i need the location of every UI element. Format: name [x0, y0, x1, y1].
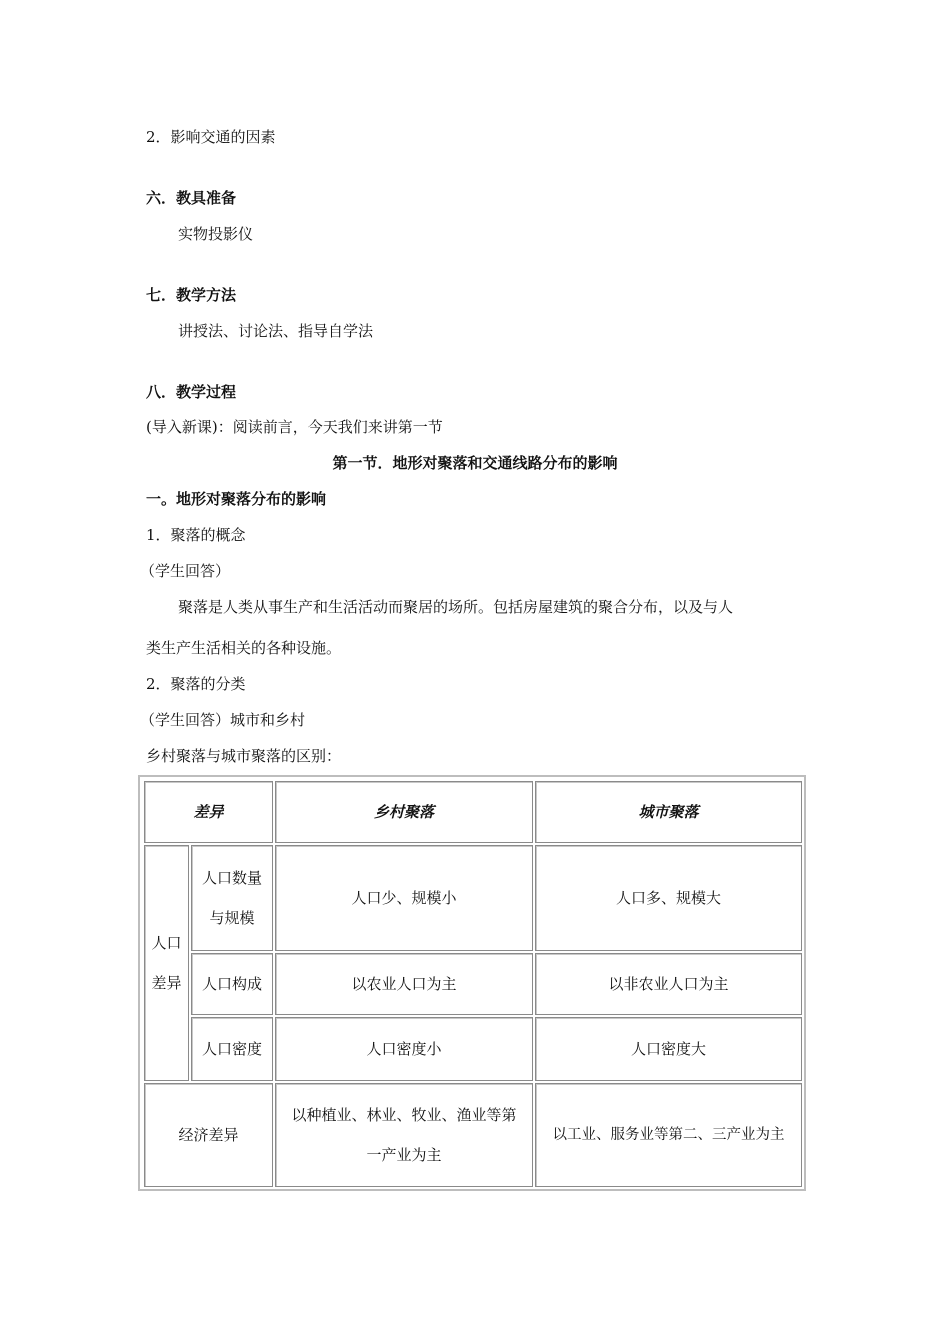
cell-line: 以种植业、林业、牧业、渔业等第	[291, 1106, 517, 1124]
group-label-population	[144, 845, 189, 1081]
table-row-label: 人口构成	[191, 953, 273, 1015]
section-title: 第一节．地形对聚落和交通线路分布的影响	[332, 454, 618, 472]
comparison-table	[138, 775, 806, 1191]
paragraph: 乡村聚落与城市聚落的区别：	[146, 747, 342, 765]
group-label-line: 人口	[151, 934, 182, 952]
cell-line: 一产业为主	[366, 1146, 442, 1164]
table-row-label: 经济差异	[144, 1083, 273, 1187]
list-item: 1．聚落的概念	[146, 526, 246, 544]
row-label-line: 人口数量	[201, 869, 262, 887]
paragraph: 讲授法、讨论法、指导自学法	[178, 322, 374, 340]
paragraph: （学生回答）城市和乡村	[140, 711, 306, 729]
table-header-cell: 乡村聚落	[275, 781, 533, 843]
table-header-cell: 差异	[144, 781, 273, 843]
paragraph: 聚落是人类从事生产和生活活动而聚居的场所。包括房屋建筑的聚合分布，以及与人	[178, 598, 734, 616]
group-label-line: 差异	[151, 974, 182, 992]
table-cell-urban: 以工业、服务业等第二、三产业为主	[535, 1083, 802, 1187]
subheading: 一。地形对聚落分布的影响	[146, 490, 327, 508]
paragraph: 类生产生活相关的各种设施。	[146, 639, 342, 657]
table-row-label: 人口密度	[191, 1017, 273, 1081]
list-item: 2．聚落的分类	[146, 675, 246, 693]
row-label-line: 与规模	[209, 909, 255, 927]
table-row-label	[191, 845, 273, 951]
table-cell-urban: 人口多、规模大	[535, 845, 802, 951]
table-cell-rural: 以农业人口为主	[275, 953, 533, 1015]
table-cell-urban: 以非农业人口为主	[535, 953, 802, 1015]
paragraph: （学生回答）	[140, 562, 231, 580]
list-item: 2．影响交通的因素	[146, 128, 276, 146]
table-cell-urban: 人口密度大	[535, 1017, 802, 1081]
heading-teaching-methods: 七．教学方法	[146, 286, 237, 304]
table-cell-rural: 人口密度小	[275, 1017, 533, 1081]
table-cell-rural	[275, 1083, 533, 1187]
heading-teaching-process: 八．教学过程	[146, 383, 237, 401]
paragraph: 实物投影仪	[178, 225, 254, 243]
paragraph: (导入新课)：阅读前言，今天我们来讲第一节	[146, 418, 443, 436]
heading-teaching-aids: 六．教具准备	[146, 189, 237, 207]
table-header-cell: 城市聚落	[535, 781, 802, 843]
table-cell-rural: 人口少、规模小	[275, 845, 533, 951]
